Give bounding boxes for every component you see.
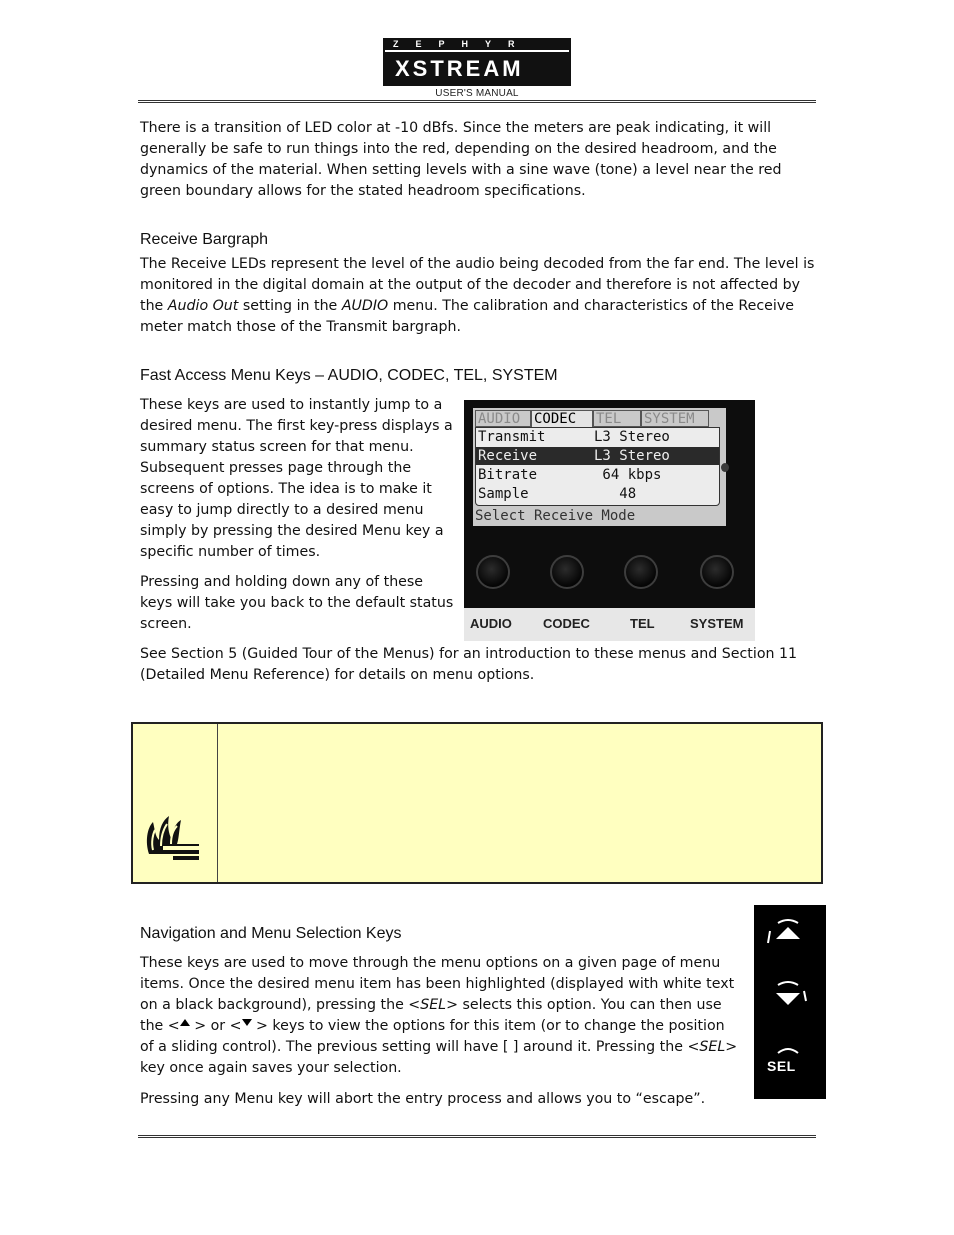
- down-key-icon[interactable]: [766, 977, 816, 1011]
- lcd-tab-tel: TEL: [593, 410, 641, 427]
- sel-key-button[interactable]: SEL: [767, 1058, 796, 1074]
- logo-brand-text: ZEPHYR: [393, 39, 532, 49]
- fast-access-text-1: These keys are used to instantly jump to a desired menu. The first key-press displays a summary status screen for that menu. Subsequent presses page through the screens of options. The idea is to make it easy to jump directly to a desired menu simply by pressing the desired Menu key a specific number of times.: [140, 397, 453, 560]
- logo-product-text: XSTREAM: [395, 56, 524, 81]
- lcd-tabs: [475, 410, 715, 427]
- lcd-row-label: Sample: [478, 486, 529, 502]
- navigation-text-2: > selects this option. You can then use the <: [140, 997, 722, 1034]
- manual-subtitle: USER'S MANUAL: [435, 88, 519, 99]
- note-divider: [217, 724, 218, 882]
- up-arrow-icon: [180, 1019, 190, 1027]
- receive-text-2: setting in the: [238, 298, 342, 314]
- navigation-paragraph-2: [140, 1089, 816, 1110]
- navigation-text-5: > key once again saves your selection.: [140, 1039, 738, 1076]
- intro-paragraph: [140, 118, 816, 202]
- navigation-em-sel-2: SEL: [699, 1039, 726, 1055]
- sel-key-arc-icon: [766, 1043, 816, 1057]
- lcd-row-value: L3 Stereo: [594, 448, 670, 464]
- navigation-text-3: > or <: [189, 1018, 242, 1034]
- lcd-scroll-indicator: [721, 463, 729, 472]
- lcd-tab-codec: CODEC: [531, 410, 593, 427]
- lcd-status-line: Select Receive Mode: [475, 508, 636, 524]
- lcd-row-value: L3 Stereo: [594, 429, 670, 445]
- navigation-text-4: > keys to view the options for this item (or to change the position of a sliding control). The previous setting will have [ ] around it. Pressing the <: [140, 1018, 725, 1055]
- fast-access-paragraph-1: [140, 395, 454, 563]
- codec-key-button[interactable]: [550, 555, 584, 589]
- footer-rule: [138, 1135, 816, 1138]
- receive-text-3: menu. The calibration and characteristics of the Receive meter match those of the Transmit bargraph.: [140, 298, 794, 335]
- note-hand-icon: [143, 810, 203, 866]
- receive-paragraph: [140, 254, 816, 338]
- receive-text-1: The Receive LEDs represent the level of the audio being decoded from the far end. The level is monitored in the digital domain at the output of the decoder and therefore is not affected by the: [140, 256, 815, 314]
- navigation-text-escape: Pressing any Menu key will abort the entry process and allows you to “escape”.: [140, 1091, 706, 1107]
- tel-key-button[interactable]: [624, 555, 658, 589]
- note-box: [131, 722, 823, 884]
- navigation-paragraph-1: [140, 953, 738, 1079]
- lcd-menu-list: [475, 427, 720, 506]
- lcd-tab-audio: AUDIO: [475, 410, 531, 427]
- intro-text: There is a transition of LED color at -10 dBfs. Since the meters are peak indicating, it will generally be safe to run things into the red, depending on the desired headroom, and the dynamics of the material. When setting levels with a sine wave (tone) a level near the red green boundary allows for the stated headroom specifications.: [140, 120, 782, 199]
- lcd-row-receive: [476, 447, 719, 465]
- panel-label-tel: TEL: [630, 616, 655, 631]
- lcd-screen: [473, 408, 726, 526]
- receive-em-audio: AUDIO: [341, 298, 389, 314]
- navigation-em-sel: SEL: [420, 997, 447, 1013]
- navigation-heading: Navigation and Menu Selection Keys: [140, 925, 402, 942]
- xstream-logo: [383, 38, 571, 86]
- up-key-icon[interactable]: [766, 917, 816, 947]
- system-key-button[interactable]: [700, 555, 734, 589]
- lcd-tab-system: SYSTEM: [641, 410, 709, 427]
- audio-key-button[interactable]: [476, 555, 510, 589]
- lcd-row-bitrate: [476, 466, 719, 484]
- fast-access-paragraph-2: [140, 572, 454, 635]
- panel-label-system: SYSTEM: [690, 616, 744, 631]
- lcd-row-label: Receive: [478, 448, 538, 464]
- lcd-row-label: Bitrate: [478, 467, 538, 483]
- receive-em-audio-out: Audio Out: [167, 298, 239, 314]
- panel-key-labels: [464, 608, 755, 641]
- fast-access-heading: Fast Access Menu Keys – AUDIO, CODEC, TEL, SYSTEM: [140, 367, 558, 384]
- lcd-row-value: 48: [594, 486, 637, 502]
- panel-label-audio: AUDIO: [470, 616, 512, 631]
- receive-heading: Receive Bargraph: [140, 231, 269, 248]
- fast-access-text-3: See Section 5 (Guided Tour of the Menus) for an introduction to these menus and Section 11 (Detailed Menu Reference) for details on menu options.: [140, 646, 798, 683]
- lcd-row-value: 64 kbps: [594, 467, 662, 483]
- front-panel-figure: [464, 400, 755, 641]
- lcd-row-label: Transmit: [478, 429, 546, 445]
- navigation-text-1: These keys are used to move through the menu options on a given page of menu items. Once the desired menu item has been highlighted (displayed with white text on a black background), pressing the <: [140, 955, 735, 1013]
- header-rule: [138, 100, 816, 103]
- lcd-row-transmit: [476, 428, 719, 446]
- down-arrow-icon: [242, 1019, 252, 1027]
- fast-access-paragraph-3: [140, 644, 816, 686]
- navigation-keys-figure: [754, 905, 826, 1099]
- fast-access-text-2: Pressing and holding down any of these keys will take you back to the default status screen.: [140, 574, 454, 632]
- lcd-row-sample: [476, 485, 719, 503]
- panel-label-codec: CODEC: [543, 616, 590, 631]
